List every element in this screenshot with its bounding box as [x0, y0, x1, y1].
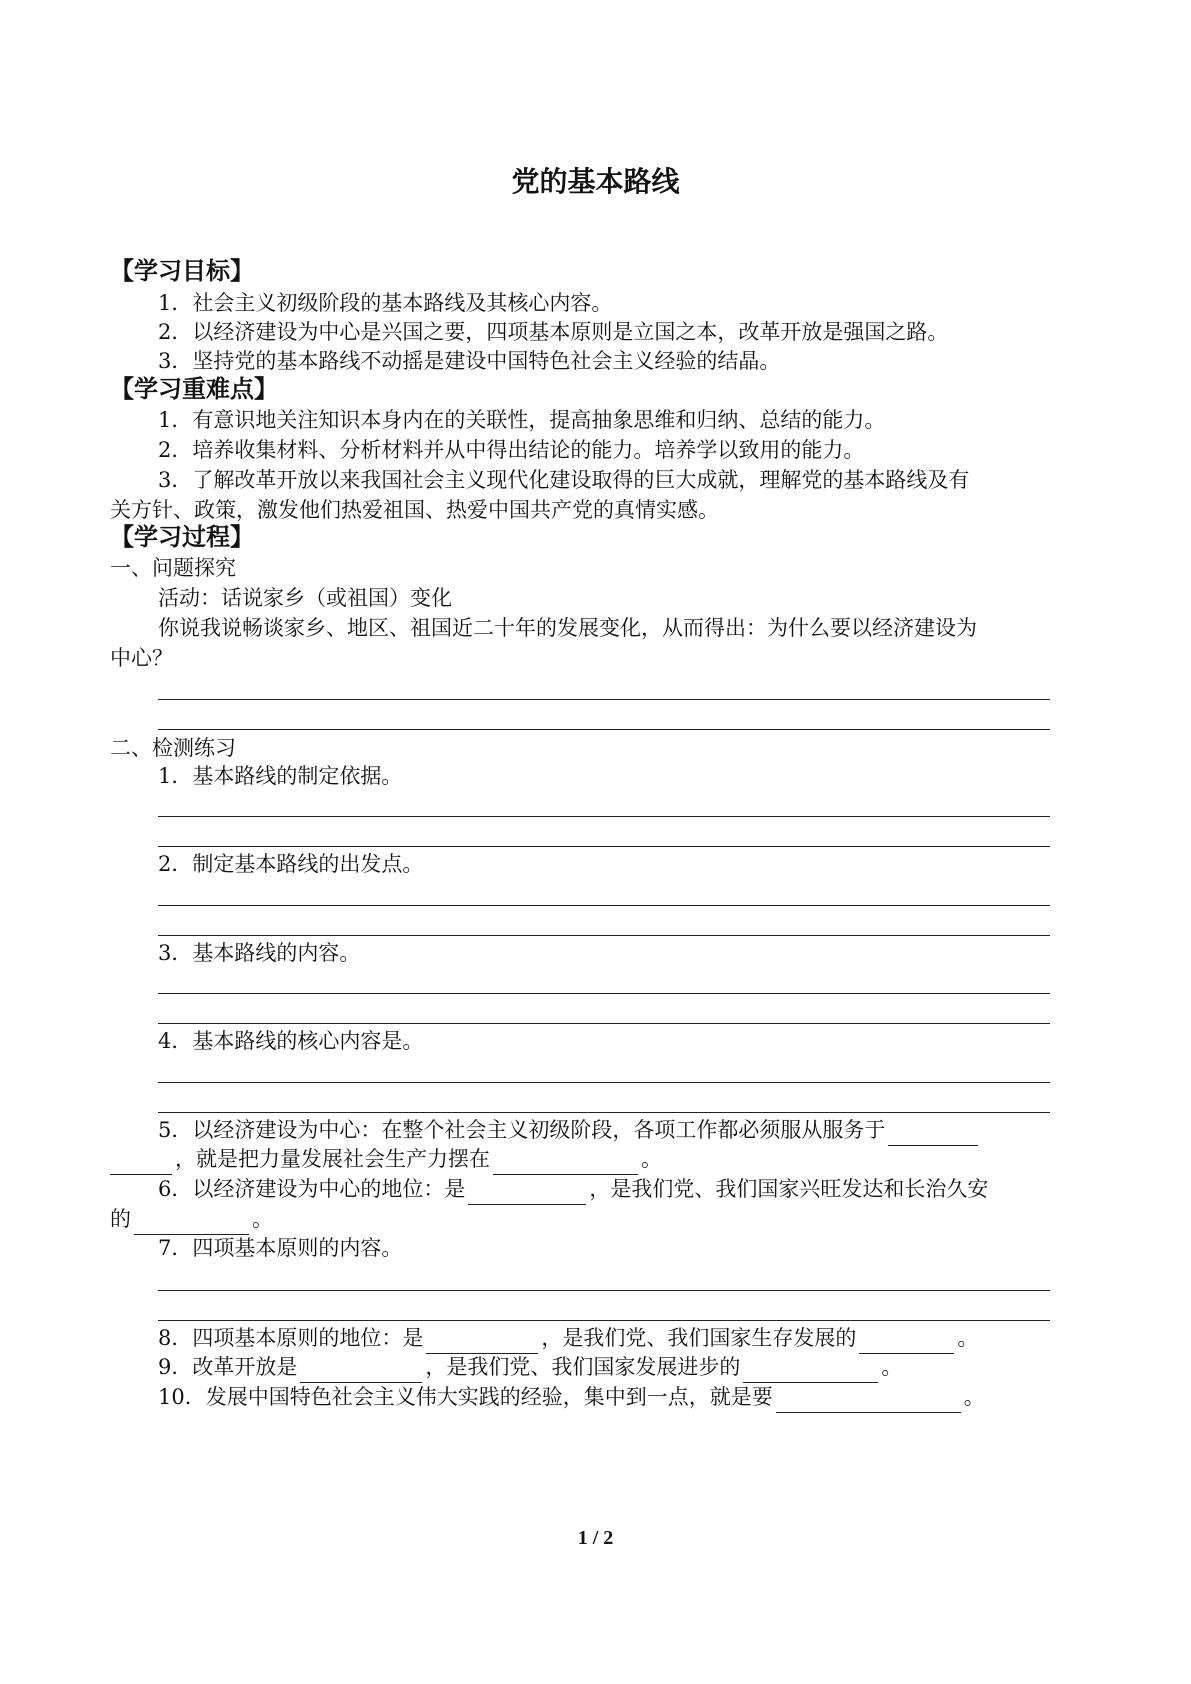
objective-item: 2．以经济建设为中心是兴国之要，四项基本原则是立国之本，改革开放是强国之路。: [158, 320, 949, 344]
question-6-continued: [110, 1203, 1090, 1235]
process-heading: 【学习过程】: [110, 523, 254, 551]
key-points-heading: 【学习重难点】: [110, 375, 278, 403]
page-title: 党的基本路线: [511, 165, 680, 198]
answer-line[interactable]: [158, 993, 1050, 994]
answer-line[interactable]: [158, 1023, 1050, 1024]
fill-blank[interactable]: [743, 1358, 878, 1383]
part1-heading: 一、问题探究: [110, 556, 236, 580]
objective-item: 1．社会主义初级阶段的基本路线及其核心内容。: [158, 291, 613, 315]
question-6: [110, 1173, 1138, 1205]
answer-line[interactable]: [158, 1290, 1050, 1291]
question-9: [110, 1351, 1138, 1383]
answer-line[interactable]: [158, 935, 1050, 936]
answer-line[interactable]: [158, 905, 1050, 906]
question-10: [110, 1381, 1138, 1413]
question-7: 7．四项基本原则的内容。: [158, 1236, 403, 1260]
key-point-item-continued: 关方针、政策，激发他们热爱祖国、热爱中国共产党的真情实感。: [110, 498, 719, 522]
fill-blank[interactable]: [468, 1180, 586, 1205]
answer-line[interactable]: [158, 846, 1050, 847]
question-3: 3．基本路线的内容。: [158, 941, 361, 965]
key-point-item: 2．培养收集材料、分析材料并从中得出结论的能力。培养学以致用的能力。: [158, 438, 865, 462]
fill-blank[interactable]: [493, 1150, 638, 1175]
answer-line[interactable]: [158, 699, 1050, 700]
question-8-text: 8．四项基本原则的地位：是: [158, 1326, 424, 1350]
question-5-continued: [110, 1143, 1090, 1175]
objectives-heading: 【学习目标】: [110, 257, 254, 285]
fill-blank[interactable]: [776, 1388, 961, 1413]
answer-line[interactable]: [158, 816, 1050, 817]
question-8-text: 。: [957, 1326, 979, 1350]
question-9-text: ，是我们党、我们国家发展进步的: [425, 1355, 741, 1379]
activity-prompt-continued: 中心？: [110, 646, 173, 670]
question-2: 2．制定基本路线的出发点。: [158, 852, 424, 876]
key-point-item: 3．了解改革开放以来我国社会主义现代化建设取得的巨大成就，理解党的基本路线及有: [158, 468, 970, 492]
question-5: [110, 1114, 1138, 1146]
question-6-text: 的: [110, 1207, 131, 1231]
question-5-text: ，就是把力量发展社会生产力摆在: [175, 1147, 490, 1171]
activity-prompt: 你说我说畅谈家乡、地区、祖国近二十年的发展变化，从而得出：为什么要以经济建设为: [158, 616, 977, 640]
question-5-text: 5．以经济建设为中心：在整个社会主义初级阶段，各项工作都必须服从服务于: [158, 1118, 886, 1142]
answer-line[interactable]: [158, 1082, 1050, 1083]
question-5-text: 。: [641, 1147, 662, 1171]
objective-item: 3．坚持党的基本路线不动摇是建设中国特色社会主义经验的结晶。: [158, 349, 781, 373]
answer-line[interactable]: [158, 1320, 1050, 1321]
question-8-text: ，是我们党、我们国家生存发展的: [541, 1326, 857, 1350]
question-4: 4．基本路线的核心内容是。: [158, 1029, 424, 1053]
question-9-text: 9．改革开放是: [158, 1355, 298, 1379]
activity-label: 活动：话说家乡（或祖国）变化: [158, 586, 452, 610]
question-6-text: ，是我们党、我们国家兴旺发达和长治久安: [589, 1177, 989, 1201]
page-number: 1 / 2: [577, 1527, 614, 1549]
question-8: [110, 1322, 1138, 1354]
question-6-text: 6．以经济建设为中心的地位：是: [158, 1177, 466, 1201]
answer-line[interactable]: [158, 1112, 1050, 1113]
fill-blank[interactable]: [300, 1358, 422, 1383]
question-6-text: 。: [252, 1207, 273, 1231]
key-point-item: 1．有意识地关注知识本身内在的关联性，提高抽象思维和归纳、总结的能力。: [158, 408, 886, 432]
part2-heading: 二、检测练习: [110, 736, 236, 760]
question-1: 1．基本路线的制定依据。: [158, 764, 403, 788]
question-10-text: 。: [963, 1385, 985, 1409]
question-10-text: 10．发展中国特色社会主义伟大实践的经验，集中到一点，就是要: [158, 1385, 773, 1409]
answer-line[interactable]: [158, 729, 1050, 730]
fill-blank[interactable]: [110, 1150, 172, 1175]
question-9-text: 。: [881, 1355, 903, 1379]
